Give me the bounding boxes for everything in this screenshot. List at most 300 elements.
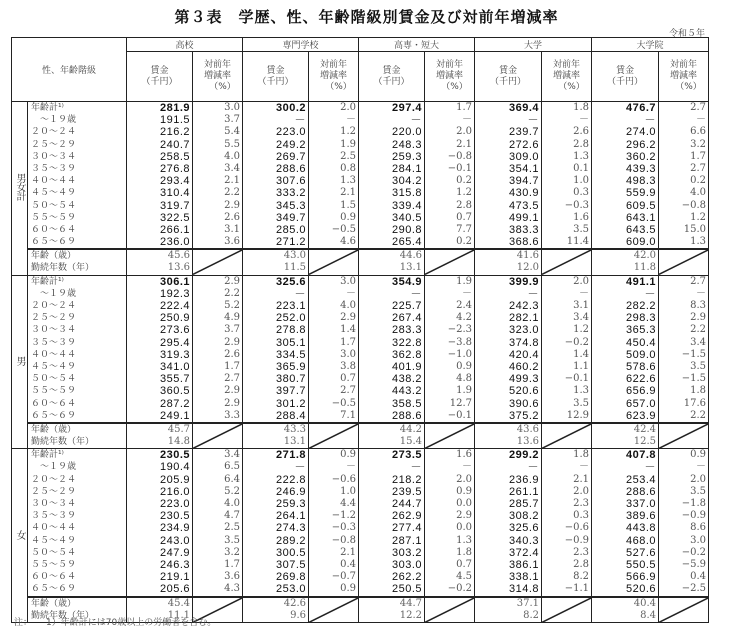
- rate-label-1: 対前年: [435, 60, 463, 70]
- wage-value: 310.4: [159, 187, 190, 200]
- wage-column: [475, 102, 542, 250]
- wage-value: 365.3: [625, 324, 656, 337]
- rate-value: 2.6: [573, 126, 589, 138]
- age-group-label: ６５～６９: [31, 237, 77, 248]
- diagonal-slash-icon: [309, 424, 358, 448]
- rate-value: 5.4: [224, 126, 240, 138]
- rate-value: 3.5: [690, 360, 706, 372]
- avg-age-value: 45.4: [167, 597, 190, 609]
- rate-value: 0.7: [340, 373, 356, 385]
- wage-value: 394.7: [508, 175, 539, 188]
- rate-value: －: [696, 287, 706, 299]
- rate-column: [659, 275, 709, 423]
- rate-column: [425, 275, 475, 423]
- age-group-label: ５５～５９: [31, 212, 77, 223]
- wage-column: [592, 275, 659, 423]
- group-header-junior-college: 高専・短大: [359, 38, 475, 52]
- rate-value: 2.8: [573, 138, 589, 150]
- rate-value: 1.8: [573, 102, 589, 113]
- wage-unit: （千円）: [373, 76, 410, 87]
- wage-value: 253.4: [625, 473, 656, 486]
- empty-slashed-cell: [425, 423, 475, 449]
- wage-header: [592, 52, 659, 102]
- rate-value: −0.1: [564, 373, 589, 385]
- rate-value: 2.0: [456, 473, 472, 485]
- diagonal-slash-icon: [425, 424, 474, 448]
- rate-label-1: 対前年: [319, 60, 347, 70]
- wage-value: 325.6: [275, 275, 306, 288]
- rate-value: 8.3: [690, 300, 706, 311]
- avg-age-value: 41.6: [516, 250, 539, 262]
- rate-label-2: 増減率: [552, 71, 580, 81]
- age-group-label: ３５～３９: [31, 337, 77, 348]
- rate-value: 2.8: [573, 558, 589, 570]
- wage-value: 290.8: [391, 223, 422, 236]
- wage-value: 360.2: [625, 150, 656, 163]
- age-tenure-values: [475, 423, 542, 449]
- avg-tenure-value: 13.6: [516, 436, 539, 448]
- wage-value: 230.5: [159, 449, 190, 462]
- wage-column: [243, 449, 309, 597]
- rate-column: [542, 275, 592, 423]
- empty-slashed-cell: [425, 249, 475, 275]
- age-tenure-values: [127, 249, 193, 275]
- rate-value: −1.0: [447, 348, 472, 360]
- wage-value: 609.0: [625, 236, 656, 249]
- wage-value: －: [527, 461, 539, 474]
- age-group-labels: [28, 449, 127, 597]
- rate-label-2: 増減率: [435, 71, 463, 81]
- group-header-high-school: 高校: [127, 38, 243, 52]
- wage-value: 277.4: [391, 522, 422, 535]
- age-group-label: ３０～３４: [31, 325, 77, 336]
- rate-value: −1.5: [681, 348, 706, 360]
- rate-value: −3.8: [447, 336, 472, 348]
- wage-value: 283.3: [391, 324, 422, 337]
- wage-value: 476.7: [625, 102, 656, 114]
- avg-tenure-value: 15.4: [399, 436, 422, 448]
- rate-value: 1.2: [573, 324, 589, 336]
- rate-value: 0.8: [340, 162, 356, 174]
- avg-tenure-value: 11.8: [633, 262, 656, 274]
- wage-value: 460.2: [508, 360, 539, 373]
- rate-value: 3.6: [224, 236, 240, 248]
- section-footer-row-total: [12, 249, 709, 275]
- wage-value: 288.4: [275, 409, 306, 422]
- wage-value: 319.3: [159, 348, 190, 361]
- wage-value: 225.7: [391, 300, 422, 312]
- rate-value: −0.9: [564, 534, 589, 546]
- wage-value: 566.9: [625, 571, 656, 584]
- wage-value: 401.9: [391, 360, 422, 373]
- rate-value: 4.4: [340, 498, 356, 509]
- age-group-label: ３０～３４: [31, 499, 77, 509]
- wage-value: 322.8: [391, 336, 422, 349]
- rate-value: 0.9: [690, 449, 706, 461]
- diagonal-slash-icon: [542, 598, 591, 622]
- wage-value: 609.5: [625, 199, 656, 212]
- rate-value: 0.9: [456, 360, 472, 372]
- wage-value: 375.2: [508, 409, 539, 422]
- wage-value: 289.2: [275, 534, 306, 547]
- wage-value: 438.2: [391, 373, 422, 386]
- rate-header: [193, 52, 243, 102]
- age-group-label: ２５～２９: [31, 486, 77, 497]
- rate-value: 1.8: [690, 385, 706, 397]
- rate-value: 2.7: [224, 373, 240, 385]
- diagonal-slash-icon: [659, 598, 708, 622]
- rate-value: 1.2: [690, 211, 706, 223]
- wage-value: 259.3: [391, 150, 422, 163]
- rate-value: −0.5: [331, 397, 356, 409]
- wage-column: [359, 449, 425, 597]
- rate-value: −2.5: [681, 583, 706, 595]
- avg-tenure-value: 13.1: [283, 436, 306, 448]
- wage-value: 259.3: [275, 498, 306, 510]
- rate-unit: （%）: [675, 82, 702, 92]
- wage-value: 303.0: [391, 558, 422, 571]
- empty-slashed-cell: [309, 249, 359, 275]
- wage-value: －: [644, 287, 656, 300]
- wage-value: 399.9: [508, 275, 539, 288]
- rate-value: −1.5: [681, 373, 706, 385]
- rate-column: [309, 102, 359, 250]
- rate-value: −0.8: [681, 199, 706, 211]
- rate-value: 4.6: [340, 236, 356, 248]
- wage-value: 249.1: [159, 409, 190, 422]
- table-title: 第３表 学歴、性、年齢階級別賃金及び対前年増減率: [174, 8, 559, 26]
- wage-column: [243, 275, 309, 423]
- section-main-row-male: [12, 275, 709, 423]
- age-tenure-values: [359, 597, 425, 623]
- wage-value: 272.6: [508, 138, 539, 151]
- empty-slashed-cell: [542, 249, 592, 275]
- footer-labels: [28, 249, 127, 275]
- rate-value: 3.3: [224, 409, 240, 421]
- rate-value: 1.6: [573, 211, 589, 223]
- rate-label-2: 増減率: [669, 71, 697, 81]
- wage-value: 305.1: [275, 336, 306, 349]
- rate-column: [542, 102, 592, 250]
- age-tenure-values: [592, 249, 659, 275]
- age-tenure-values: [359, 249, 425, 275]
- wage-value: 218.2: [391, 473, 422, 486]
- rate-value: −0.6: [564, 522, 589, 534]
- avg-age-value: 43.3: [283, 423, 306, 435]
- rate-value: 1.1: [573, 360, 589, 372]
- wage-value: －: [644, 114, 656, 127]
- age-tenure-values: [592, 597, 659, 623]
- rate-label-1: 対前年: [669, 60, 697, 70]
- wage-value: 307.6: [275, 175, 306, 188]
- rate-column: [425, 102, 475, 250]
- diagonal-slash-icon: [193, 424, 242, 448]
- avg-tenure-value: 13.6: [167, 262, 190, 274]
- wage-value: 443.2: [391, 385, 422, 398]
- age-group-label: ４５～４９: [31, 535, 77, 546]
- wage-value: 340.3: [508, 534, 539, 547]
- wage-value: 247.9: [159, 546, 190, 559]
- wage-value: －: [410, 461, 422, 474]
- wage-value: 520.6: [625, 583, 656, 596]
- rate-value: −0.2: [681, 546, 706, 558]
- wage-value: 450.4: [625, 336, 656, 349]
- age-tenure-values: [592, 423, 659, 449]
- avg-age-label: 年齢（歳）: [31, 251, 77, 262]
- wage-value: 656.9: [625, 385, 656, 398]
- rate-value: 5.2: [224, 300, 240, 311]
- wage-value: 288.6: [275, 162, 306, 175]
- avg-tenure-value: 12.5: [633, 436, 656, 448]
- wage-value: 273.6: [159, 324, 190, 337]
- wage-value: 623.9: [625, 409, 656, 422]
- rate-value: 17.6: [683, 397, 706, 409]
- footnote-text: 1）年齢計には70歳以上の労働者を含む。: [46, 618, 217, 628]
- wage-value: 192.3: [159, 287, 190, 300]
- wage-value: 319.7: [159, 199, 190, 212]
- rate-header: [425, 52, 475, 102]
- wage-value: 520.6: [508, 385, 539, 398]
- wage-value: 281.9: [159, 102, 190, 114]
- age-group-label: ５５～５９: [31, 386, 77, 397]
- rate-value: 0.3: [573, 510, 589, 522]
- wage-value: 242.3: [508, 300, 539, 312]
- wage-value: 362.8: [391, 348, 422, 361]
- wage-value: 273.5: [391, 449, 422, 462]
- rate-value: 0.0: [456, 498, 472, 509]
- wage-value: 253.0: [275, 583, 306, 596]
- rate-column: [193, 275, 243, 423]
- rate-value: 15.0: [683, 223, 706, 235]
- rate-value: 2.0: [340, 102, 356, 113]
- sex-label-text: 女: [14, 529, 25, 539]
- rate-value: 2.9: [224, 199, 240, 211]
- wage-value: 282.2: [625, 300, 656, 312]
- wage-value: 252.0: [275, 312, 306, 325]
- rate-value: 1.9: [456, 385, 472, 397]
- rate-value: 4.9: [224, 312, 240, 324]
- rate-value: 6.4: [224, 473, 240, 485]
- wage-value: 306.1: [159, 275, 190, 288]
- group-header-vocational: 専門学校: [243, 38, 359, 52]
- rate-header: [309, 52, 359, 102]
- rate-label-1: 対前年: [552, 60, 580, 70]
- age-group-label: ６５～６９: [31, 584, 77, 595]
- age-group-label: ５０～５４: [31, 200, 77, 211]
- wage-value: 300.5: [275, 546, 306, 559]
- age-group-label: ４０～４４: [31, 523, 77, 534]
- rate-value: 1.9: [456, 275, 472, 287]
- rate-value: 2.0: [456, 126, 472, 138]
- rate-value: 3.1: [573, 300, 589, 311]
- rate-value: 4.0: [224, 150, 240, 162]
- wage-unit: （千円）: [606, 76, 643, 87]
- wage-value: 258.5: [159, 150, 190, 163]
- rate-value: 1.0: [340, 485, 356, 497]
- rate-unit: （%）: [325, 82, 352, 92]
- rate-column: [193, 102, 243, 250]
- empty-slashed-cell: [659, 249, 709, 275]
- rate-value: 2.7: [690, 275, 706, 287]
- rate-unit: （%）: [441, 82, 468, 92]
- rate-value: −1.2: [331, 510, 356, 522]
- wage-value: 271.8: [275, 449, 306, 462]
- wage-value: 271.2: [275, 236, 306, 249]
- avg-tenure-value: 14.8: [167, 436, 190, 448]
- diagonal-slash-icon: [659, 250, 708, 274]
- wage-value: 301.2: [275, 397, 306, 410]
- rate-value: 6.6: [690, 126, 706, 138]
- wage-value: 297.4: [391, 102, 422, 114]
- rate-value: −0.1: [447, 162, 472, 174]
- wage-value: 341.0: [159, 360, 190, 373]
- avg-age-label: 年齢（歳）: [31, 598, 77, 609]
- rate-value: −2.3: [447, 324, 472, 336]
- wage-value: 296.2: [625, 138, 656, 151]
- wage-value: 246.9: [275, 485, 306, 498]
- age-tenure-values: [359, 423, 425, 449]
- wage-value: 315.8: [391, 187, 422, 200]
- wage-value: 622.6: [625, 373, 656, 386]
- empty-slashed-cell: [659, 423, 709, 449]
- wage-value: －: [527, 114, 539, 127]
- rate-value: 2.9: [340, 312, 356, 324]
- rate-value: 1.3: [456, 534, 472, 546]
- wage-value: 338.1: [508, 571, 539, 584]
- rate-value: 3.4: [224, 162, 240, 174]
- rate-value: 2.2: [224, 187, 240, 199]
- wage-value: 265.4: [391, 236, 422, 249]
- rate-value: −1.1: [564, 583, 589, 595]
- rate-value: −0.3: [564, 199, 589, 211]
- rate-value: 2.9: [224, 385, 240, 397]
- section-footer-row-male: [12, 423, 709, 449]
- wage-value: 234.9: [159, 522, 190, 535]
- age-group-label: ５５～５９: [31, 559, 77, 570]
- wage-value: 222.8: [275, 473, 306, 486]
- avg-tenure-value: 12.0: [516, 262, 539, 274]
- rate-value: 1.5: [340, 199, 356, 211]
- wage-value: 369.4: [508, 102, 539, 114]
- rate-value: 4.8: [456, 373, 472, 385]
- rate-value: 2.2: [224, 287, 240, 299]
- wage-unit: （千円）: [141, 76, 178, 87]
- rate-value: 3.0: [340, 348, 356, 360]
- age-group-labels: [28, 102, 127, 250]
- rate-value: 2.5: [224, 522, 240, 534]
- age-group-label: ２０～２４: [31, 301, 77, 311]
- diagonal-slash-icon: [542, 250, 591, 274]
- wage-value: 250.5: [391, 583, 422, 596]
- rate-value: －: [696, 461, 706, 473]
- avg-age-value: 37.1: [516, 597, 539, 609]
- wage-value: 300.2: [275, 102, 306, 114]
- wage-value: 374.8: [508, 336, 539, 349]
- age-group-label: ４０～４４: [31, 349, 77, 360]
- wage-value: 287.2: [159, 397, 190, 410]
- wage-value: 340.5: [391, 211, 422, 224]
- rate-value: 2.9: [224, 275, 240, 287]
- rate-value: 0.3: [573, 187, 589, 199]
- wage-label: 賃金: [382, 65, 401, 76]
- avg-tenure-label: 勤続年数（年）: [31, 610, 95, 621]
- rate-value: 4.3: [224, 583, 240, 595]
- rate-label-2: 増減率: [319, 71, 347, 81]
- rate-value: 1.3: [690, 236, 706, 248]
- wage-value: 365.9: [275, 360, 306, 373]
- rate-value: 3.2: [690, 138, 706, 150]
- wage-value: 190.4: [159, 461, 190, 474]
- wage-value: 383.3: [508, 223, 539, 236]
- rate-value: −0.9: [681, 510, 706, 522]
- rate-value: 3.6: [224, 571, 240, 583]
- rate-value: 2.1: [573, 473, 589, 485]
- rate-value: 2.9: [690, 312, 706, 324]
- wage-value: 380.7: [275, 373, 306, 386]
- sex-label: [12, 275, 28, 449]
- rate-value: −0.2: [447, 583, 472, 595]
- rate-value: 1.7: [224, 558, 240, 570]
- rate-value: 1.3: [573, 150, 589, 162]
- rate-value: 3.5: [224, 534, 240, 546]
- rate-value: －: [462, 287, 472, 299]
- wage-value: 295.4: [159, 336, 190, 349]
- rate-value: 1.3: [573, 385, 589, 397]
- rate-value: 3.4: [224, 449, 240, 461]
- avg-age-label: 年齢（歳）: [31, 424, 77, 435]
- wage-value: 287.1: [391, 534, 422, 547]
- rate-value: 3.0: [340, 275, 356, 287]
- rate-value: 5.5: [224, 138, 240, 150]
- rate-value: 4.5: [456, 571, 472, 583]
- avg-age-value: 40.4: [633, 597, 656, 609]
- wage-value: 276.8: [159, 162, 190, 175]
- wage-value: 269.8: [275, 571, 306, 584]
- rate-value: －: [346, 114, 356, 126]
- age-group-label: ３５～３９: [31, 511, 77, 522]
- wage-value: 274.0: [625, 126, 656, 139]
- age-group-label: 年齢計¹⁾: [31, 450, 64, 461]
- rate-value: 0.2: [456, 175, 472, 187]
- wage-value: 285.0: [275, 223, 306, 236]
- rate-value: 2.0: [573, 275, 589, 287]
- footnote-prefix: 注：: [14, 618, 33, 628]
- wage-value: 390.6: [508, 397, 539, 410]
- rate-value: −0.8: [447, 150, 472, 162]
- rate-value: 12.7: [449, 397, 472, 409]
- rate-value: 0.2: [690, 175, 706, 187]
- wage-value: 308.2: [508, 510, 539, 523]
- rate-value: 0.9: [340, 583, 356, 595]
- wage-value: 358.5: [391, 397, 422, 410]
- age-group-label: ６０～６４: [31, 398, 77, 409]
- wage-value: 499.1: [508, 211, 539, 224]
- rate-unit: （%）: [209, 82, 236, 92]
- age-group-label: 年齢計¹⁾: [31, 276, 64, 287]
- sex-label: [12, 102, 28, 276]
- avg-tenure-value: 11.5: [283, 262, 306, 274]
- wage-value: －: [294, 461, 306, 474]
- rate-value: 12.9: [566, 409, 589, 421]
- rate-value: 2.2: [690, 324, 706, 336]
- wage-value: 354.9: [391, 275, 422, 288]
- wage-label: 賃金: [150, 65, 169, 76]
- rate-value: 0.0: [456, 522, 472, 534]
- wage-value: 223.1: [275, 300, 306, 312]
- wage-value: 288.6: [391, 409, 422, 422]
- wage-value: 244.7: [391, 498, 422, 510]
- rate-value: 2.1: [224, 175, 240, 187]
